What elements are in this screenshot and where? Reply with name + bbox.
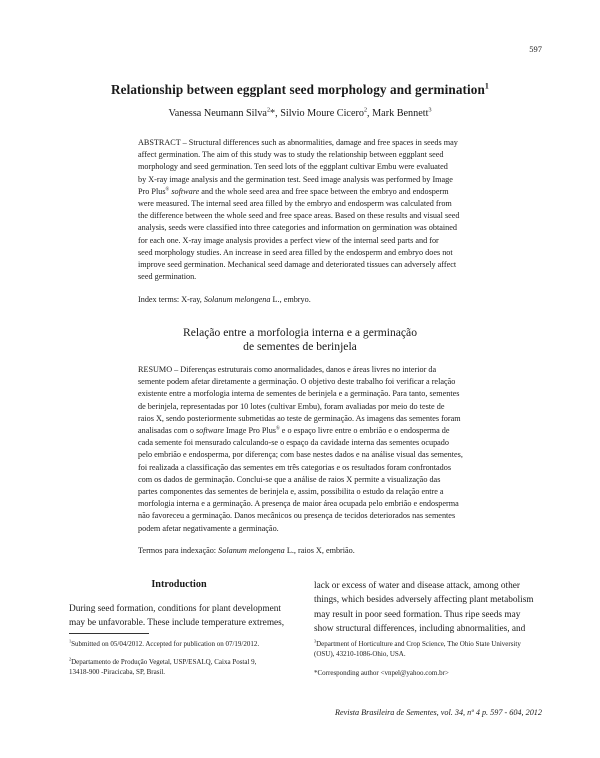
introduction-line: During seed formation, conditions for plant development — [69, 604, 281, 614]
footnote-marker: 1 — [69, 638, 72, 644]
introduction-left-column — [69, 602, 299, 631]
footnote-corresponding-author: *Corresponding author <vnpel@yahoo.com.br> — [314, 669, 449, 677]
abstract-text: Pro Plus — [138, 186, 166, 196]
footnote-affiliation-osu-line-2: (OSU), 43210-1086-Ohio, USA. — [314, 649, 406, 658]
author-affiliation-marker: 3 — [428, 107, 432, 114]
resumo-line: partes componentes das sementes de berinjela e, assim, possibilita o estudo da relação entre a — [138, 487, 444, 497]
author-list — [0, 108, 600, 119]
index-terms-pt — [138, 546, 355, 555]
resumo-line: com os dados de germinação. Conclui-se que a análise de raios X permite a visualização das — [138, 474, 441, 484]
index-terms-en-suffix: L., embryo. — [270, 295, 311, 304]
index-terms-en — [138, 295, 311, 304]
title-footnote-marker: 1 — [484, 81, 489, 91]
introduction-line: things, which besides adversely affecting plant metabolism — [314, 595, 534, 606]
footnote-affiliation-osu-line-1: Department of Horticulture and Crop Science, The Ohio State University — [316, 640, 521, 648]
footnote-affiliation-usp — [69, 658, 299, 678]
index-terms-en-species: Solanum melongena — [203, 295, 271, 304]
resumo-line: foi realizada a classificação das sementes em três categorias e os resultados foram confrontados — [138, 462, 452, 472]
portuguese-title-line-1: Relação entre a morfologia interna e a germinação — [182, 326, 417, 339]
index-terms-en-prefix: Index terms: X-ray, — [138, 295, 204, 304]
resumo-line: RESUMO – Diferenças estruturais como anormalidades, danos e áreas livres no interior da — [138, 365, 437, 374]
abstract-text: and the whole seed area and free space between the embryo and endosperm — [199, 186, 449, 196]
abstract-line: the difference between the whole seed and free space areas. Based on these results and visual seed — [138, 211, 460, 221]
footnote-affiliation-usp-line-1: Departamento de Produção Vegetal, USP/ESALQ, Caixa Postal 9, — [71, 658, 257, 666]
page-number: 597 — [529, 44, 542, 54]
introduction-line: may be unfavorable. These include temperature extremes, — [69, 618, 285, 629]
registered-mark: ® — [275, 426, 280, 432]
journal-citation-footer: Revista Brasileira de Sementes, vol. 34, nº 4 p. 597 - 604, 2012 — [335, 708, 542, 717]
footnote-affiliation-usp-line-2: 13418-900 -Piracicaba, SP, Brasil. — [69, 667, 166, 676]
portuguese-title-line-2: de sementes de berinjela — [243, 339, 357, 353]
abstract-line: improve seed germination. Mechanical seed damage and deteriorated tissues can adversely affect — [138, 260, 457, 270]
resumo-line: não favoreceu a germinação. Danos mecânicos ou presença de tecidos deteriorados nas sementes — [138, 511, 456, 521]
introduction-right-column — [314, 579, 542, 636]
index-terms-pt-species: Solanum melongena — [218, 546, 285, 555]
index-terms-pt-suffix: L., raios X, embrião. — [284, 546, 355, 555]
abstract-line: were measured. The internal seed area filled by the embryo and endosperm was calculated from — [138, 199, 452, 209]
abstract-line: seed morphology studies. An increase in seed area filled by the endosperm and embryo does not — [138, 247, 453, 257]
abstract-line: by X-ray image analysis and the germination test. Seed image analysis was performed by Image — [138, 174, 453, 184]
resumo-line: semente podem afetar diretamente a germinação. O objetivo deste trabalho foi verificar a relação — [138, 377, 456, 387]
author-affiliation-marker: 2 — [363, 107, 368, 114]
resumo-italic: software — [195, 426, 224, 436]
resumo-line — [138, 425, 538, 437]
abstract-line: affect germination. The aim of this study was to study the relationship between eggplant seed — [138, 150, 444, 160]
resumo-text: e o espaço livre entre o embrião e o endosperma de — [279, 426, 450, 436]
introduction-heading: Introduction — [151, 579, 207, 590]
resumo-line: existente entre a morfologia interna de sementes de berinjela e a germinação. Para tanto, sementes — [138, 389, 460, 399]
paper-title-text: Relationship between eggplant seed morphology and germination — [111, 82, 485, 97]
abstract-line: ABSTRACT – Structural differences such as abnormalities, damage and free spaces in seeds may — [138, 138, 458, 147]
abstract-line — [138, 186, 538, 198]
abstract-line: for each one. X-ray image analysis provides a perfect view of the internal seed parts and for — [138, 235, 439, 245]
footnote-submission-text: Submitted on 05/04/2012. Accepted for publication on 07/19/2012. — [71, 640, 260, 648]
footnote-submission — [69, 640, 259, 650]
resumo-line: pelo embrião e endosperma, por diferença; com base nestes dados e na análise visual das sementes, — [138, 450, 463, 460]
resumo-line: raios X, sendo posteriormente submetidas ao teste de germinação. As imagens das sementes foram — [138, 413, 461, 423]
resumo-line: podem afetar negativamente a germinação. — [138, 523, 279, 533]
portuguese-title — [0, 326, 600, 353]
author-name: Silvio Moure Cicero — [280, 108, 364, 119]
footnote-marker: 3 — [314, 638, 317, 644]
footnote-marker: 2 — [69, 656, 72, 662]
footnote-affiliation-osu — [314, 640, 521, 660]
introduction-line: may result in poor seed formation. Thus ripe seeds may — [314, 609, 521, 620]
introduction-line: show structural differences, including abnormalities, and — [314, 623, 526, 634]
registered-mark: ® — [165, 187, 170, 193]
author-separator: *, — [270, 108, 281, 119]
author-affiliation-marker: 2 — [266, 107, 271, 114]
resumo-line: de berinjela, representadas por 10 lotes (cultivar Embu), foram avaliadas por meio do teste de — [138, 401, 445, 411]
abstract-line: morphology and seed germination. Ten seed lots of the eggplant cultivar Embu were evaluated — [138, 162, 448, 172]
resumo-line: morfologia interna e a germinação. A presença de maior área ocupada pelo embrião e endosperma — [138, 499, 459, 509]
author-separator: , — [367, 108, 373, 119]
abstract-line: seed germination. — [138, 272, 197, 282]
abstract-line: analysis, seeds were classified into three categories and information on germination was obtained — [138, 223, 457, 233]
author-name: Mark Bennett — [372, 108, 429, 119]
footnote-line — [69, 658, 299, 668]
abstract-italic: software — [169, 186, 200, 196]
footnote-divider — [69, 633, 149, 634]
resumo-text: Image Pro Plus — [223, 426, 276, 436]
paper-title — [0, 82, 600, 98]
resumo-text: analisadas com o — [138, 426, 196, 436]
author-name: Vanessa Neumann Silva — [168, 108, 267, 119]
index-terms-pt-prefix: Termos para indexação: — [138, 546, 219, 555]
abstract — [138, 137, 538, 283]
footnote-line — [314, 640, 521, 650]
resumo-line: cada semente foi mensurado calculando-se o espaço da cavidade interna das sementes ocupado — [138, 438, 449, 448]
introduction-line: lack or excess of water and disease attack, among other — [314, 581, 520, 591]
resumo — [138, 364, 538, 535]
